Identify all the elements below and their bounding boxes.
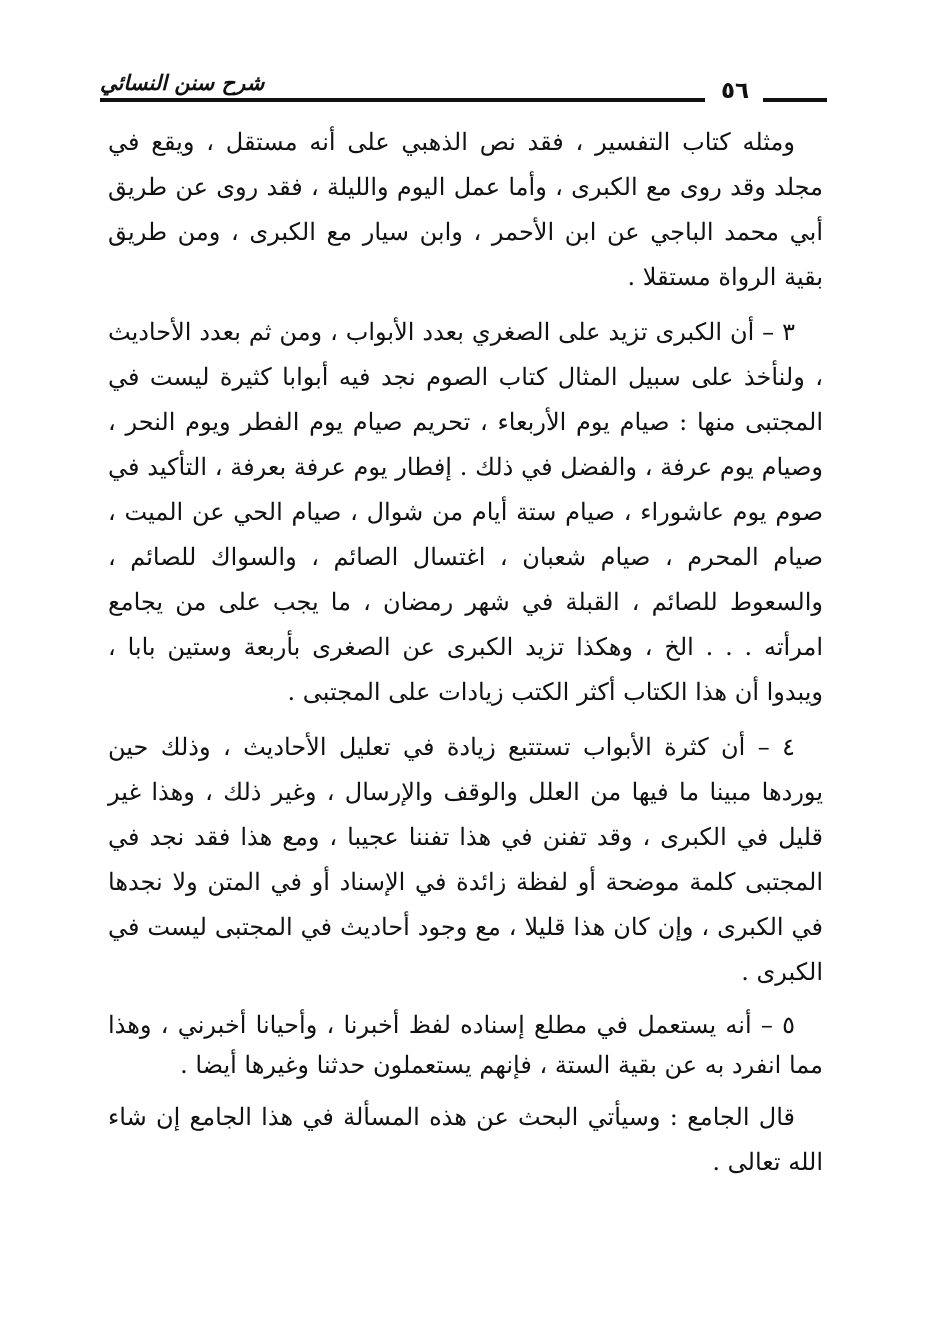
header-rule-short [763, 98, 827, 102]
running-title: شرح سنن النسائي [100, 71, 265, 95]
paragraph-compiler-note: قال الجامع : وسيأتي البحث عن هذه المسألة في هذا الجامع إن شاء الله تعالى . [108, 1103, 823, 1176]
paragraph-point-5: ٥ – أنه يستعمل في مطلع إسناده لفظ أخبرنا ، وأحيانا أخبرني ، وهذا مما انفرد به عن بقية الستة ، فإنهم يستعملون حدثنا وغيرها أيضا . [108, 1011, 823, 1079]
paragraph-point-3: ٣ – أن الكبرى تزيد على الصغري بعدد الأبواب ، ومن ثم بعدد الأحاديث ، ولنأخذ على سبيل المثال كتاب الصوم نجد فيه أبوابا كثيرة ليست في المجتبى منها : صيام يوم الأربعاء ، تحريم صيام يوم الفطر ويوم النحر ، وصيام يوم عرفة ، والفضل في ذلك . إفطار يوم عرفة بعرفة ، التأكيد في صوم يوم عاشوراء ، صيام ستة أيام من شوال ، صيام الحي عن الميت ، صيام المحرم ، صيام شعبان ، اغتسال الصائم ، والسواك للصائم ، والسعوط للصائم ، القبلة في شهر رمضان ، ما يجب على من يجامع امرأته . . . الخ ، وهكذا تزيد الكبرى عن الصغرى بأربعة وستين بابا ، ويبدوا أن هذا الكتاب أكثر الكتب زيادات على المجتبى . [108, 318, 824, 706]
header-rule [100, 98, 705, 102]
body-text [108, 120, 823, 1195]
page-number: ٥٦ [720, 78, 750, 104]
paragraph-tafsir: ومثله كتاب التفسير ، فقد نص الذهبي على أنه مستقل ، ويقع في مجلد وقد روى مع الكبرى ، وأما عمل اليوم والليلة ، فقد روى عن طريق أبي محمد الباجي عن ابن الأحمر ، وابن سيار مع الكبرى ، ومن طريق بقية الرواة مستقلا . [108, 128, 823, 291]
page-header [100, 68, 827, 108]
paragraph-point-4: ٤ – أن كثرة الأبواب تستتبع زيادة في تعليل الأحاديث ، وذلك حين يوردها مبينا ما فيها من العلل والوقف والإرسال ، وغير ذلك ، وهذا غير قليل في الكبرى ، وقد تفنن في هذا تفننا عجيبا ، ومع هذا فقد نجد في المجتبى كلمة موضحة أو لفظة زائدة في الإسناد أو في المتن ولا نجدها في الكبرى ، وإن كان هذا قليلا ، مع وجود أحاديث في المجتبى ليست في الكبرى . [108, 733, 823, 986]
